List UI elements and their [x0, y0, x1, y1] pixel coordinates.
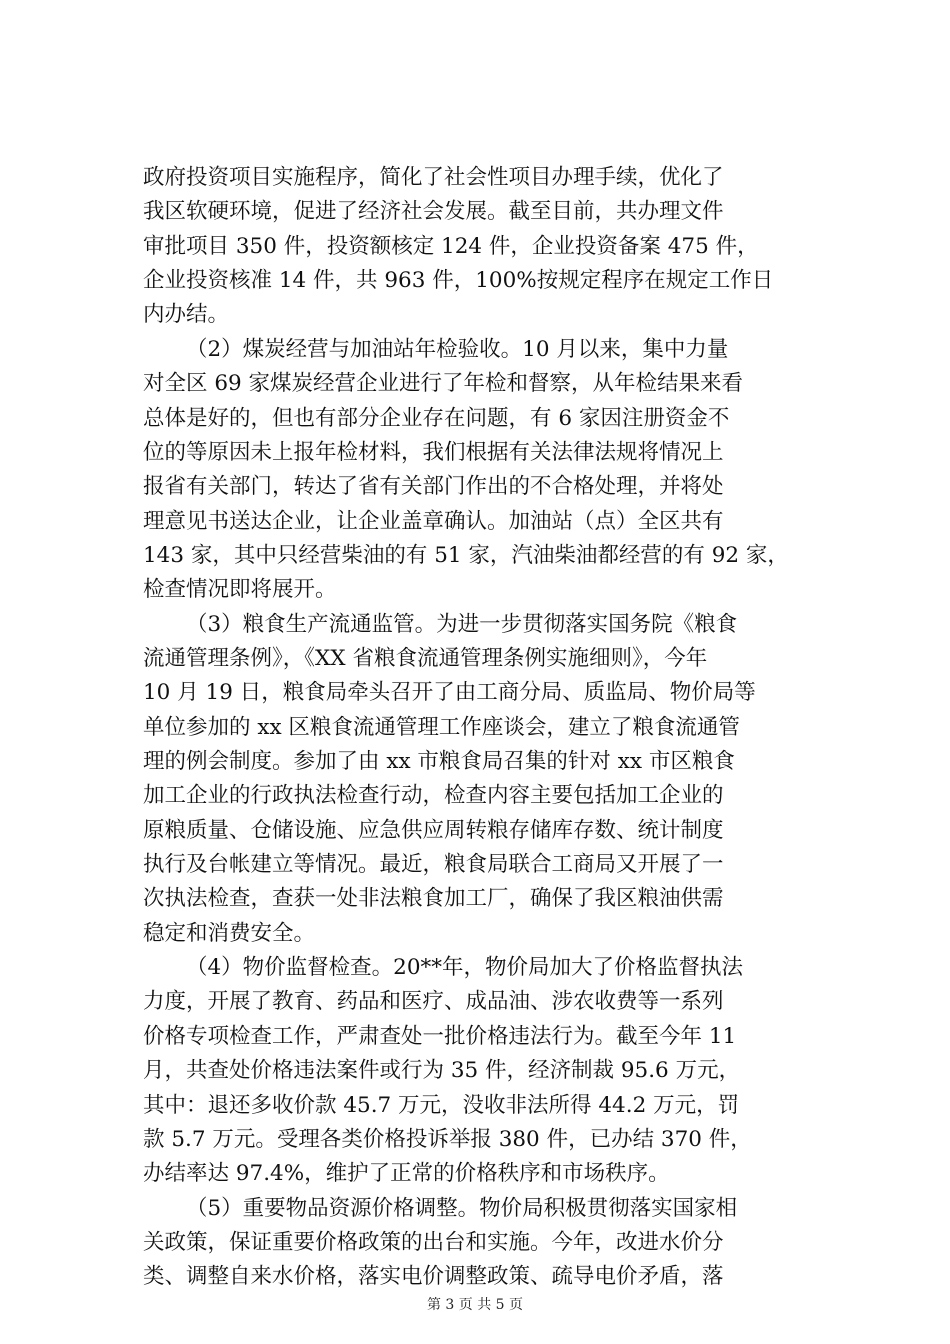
text-line: 月，共查处价格违法案件或行为 35 件，经济制裁 95.6 万元， — [143, 1058, 741, 1084]
text-line: 关政策，保证重要价格政策的出台和实施。今年，改进水价分 — [143, 1229, 724, 1255]
text-line: 审批项目 350 件，投资额核定 124 件，企业投资备案 475 件， — [143, 233, 759, 259]
text-line: 理的例会制度。参加了由 xx 市粮食局召集的针对 xx 市区粮食 — [143, 749, 735, 774]
text-line: 总体是好的，但也有部分企业存在问题，有 6 家因注册资金不 — [143, 405, 730, 431]
text-line: 办结率达 97.4%，维护了正常的价格秩序和市场秩序。 — [143, 1161, 670, 1187]
text-line: 企业投资核准 14 件，共 963 件，100%按规定程序在规定工作日 — [143, 268, 774, 294]
text-line: 检查情况即将展开。 — [143, 577, 337, 603]
text-line: 稳定和消费安全。 — [143, 920, 316, 946]
text-line: 加工企业的行政执法检查行动，检查内容主要包括加工企业的 — [143, 783, 724, 809]
text-line: 政府投资项目实施程序，简化了社会性项目办理手续，优化了 — [143, 165, 724, 190]
text-line: 价格专项检查工作，严肃查处一批价格违法行为。截至今年 11 — [143, 1023, 737, 1049]
text-line: 单位参加的 xx 区粮食流通管理工作座谈会，建立了粮食流通管 — [143, 714, 740, 740]
text-line: 其中：退还多收价款 45.7 万元，没收非法所得 44.2 万元，罚 — [143, 1092, 740, 1118]
text-line: 执行及台帐建立等情况。最近，粮食局联合工商局又开展了一 — [143, 852, 724, 877]
page-footer: 第 3 页 共 5 页 — [426, 1297, 524, 1313]
text-line: 流通管理条例》，《XX 省粮食流通管理条例实施细则》，今年 — [143, 645, 708, 671]
text-line: （4）物价监督检查。20**年，物价局加大了价格监督执法 — [186, 955, 744, 981]
text-line: 143 家，其中只经营柴油的有 51 家，汽油柴油都经营的有 92 家， — [143, 542, 789, 568]
text-line: 原粮质量、仓储设施、应急供应周转粮存储库存数、统计制度 — [143, 817, 724, 843]
text-line: （3）粮食生产流通监管。为进一步贯彻落实国务院《粮食 — [186, 611, 738, 637]
text-line: 内办结。 — [143, 302, 230, 328]
text-line: 报省有关部门，转达了省有关部门作出的不合格处理，并将处 — [143, 474, 724, 500]
text-line: 力度，开展了教育、药品和医疗、成品油、涉农收费等一系列 — [143, 989, 724, 1015]
text-line: 款 5.7 万元。受理各类价格投诉举报 380 件，已办结 370 件， — [143, 1126, 752, 1152]
text-line: 对全区 69 家煤炭经营企业进行了年检和督察，从年检结果来看 — [143, 371, 744, 397]
text-line: 位的等原因未上报年检材料，我们根据有关法律法规将情况上 — [143, 439, 724, 465]
text-line: 类、调整自来水价格，落实电价调整政策、疏导电价矛盾，落 — [143, 1264, 724, 1290]
text-line: 我区软硬环境，促进了经济社会发展。截至目前，共办理文件 — [143, 199, 724, 225]
text-line: （5）重要物品资源价格调整。物价局积极贯彻落实国家相 — [186, 1195, 738, 1221]
text-line: （2）煤炭经营与加油站年检验收。10 月以来，集中力量 — [186, 336, 729, 362]
text-line: 理意见书送达企业，让企业盖章确认。加油站（点）全区共有 — [143, 508, 724, 534]
text-line: 10 月 19 日，粮食局牵头召开了由工商分局、质监局、物价局等 — [143, 680, 756, 706]
text-line: 次执法检查，查获一处非法粮食加工厂，确保了我区粮油供需 — [143, 886, 724, 912]
